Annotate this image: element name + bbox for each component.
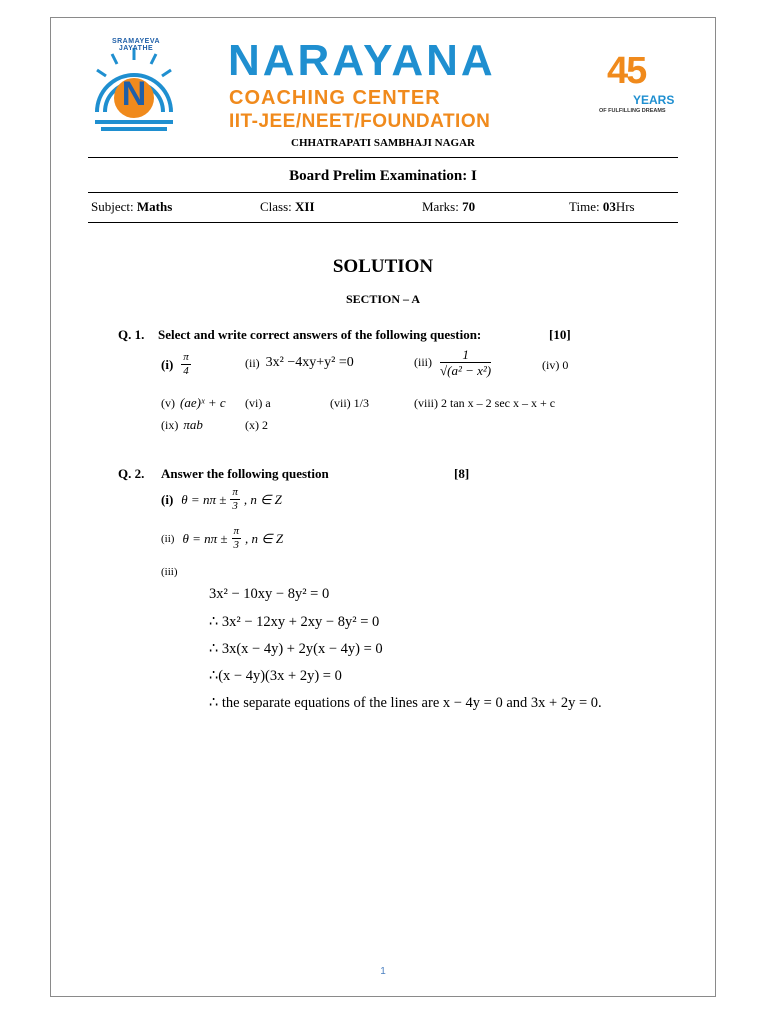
answer-label: (iii) — [414, 355, 432, 369]
subject-info — [91, 199, 172, 215]
marks-label: Marks: — [422, 199, 463, 214]
answer-suffix: , n ∈ Z — [243, 491, 282, 507]
class-info — [260, 199, 315, 215]
answer-label: (v) — [161, 395, 175, 410]
page-number: 1 — [380, 966, 386, 977]
fraction — [232, 526, 242, 551]
answer-prefix: θ = nπ ± — [182, 530, 228, 546]
q1-marks: [10] — [549, 327, 571, 342]
equation-line: ∴ 3x² − 12xy + 2xy − 8y² = 0 — [209, 614, 380, 630]
class-label: Class: — [260, 199, 296, 214]
q1-answer-vii: (vii) 1/3 — [330, 396, 369, 410]
q2-iii-working — [204, 582, 602, 742]
divider — [88, 222, 678, 223]
answer-value: (ae)ˣ + c — [180, 395, 226, 410]
equation-line: 3x² − 10xy − 8y² = 0 — [209, 586, 330, 602]
fraction — [230, 487, 240, 512]
anniversary-tagline: OF FULFILLING DREAMS — [599, 108, 666, 114]
q2-text: Answer the following question — [161, 466, 329, 481]
section-heading: SECTION – A — [345, 292, 421, 306]
logo-ring-text: SRAMAYEVA JAYATHE — [111, 38, 161, 52]
time-value: 03 — [602, 199, 616, 214]
brand-subtitle-coaching: COACHING CENTER — [229, 87, 441, 109]
exam-title: Board Prelim Examination: I — [289, 168, 477, 184]
subject-label: Subject: — [91, 199, 137, 214]
anniversary-badge — [599, 52, 681, 122]
denominator: 3 — [232, 500, 238, 512]
answer-prefix: θ = nπ ± — [181, 491, 227, 507]
q2-marks: [8] — [454, 466, 470, 481]
narayana-logo — [87, 38, 181, 134]
q1-answer-vi: (vi) a — [245, 396, 271, 410]
anniversary-label: YEARS — [633, 93, 675, 107]
equation-line: ∴ the separate equations of the lines are x − 4y = 0 and 3x + 2y = 0. — [209, 695, 602, 711]
brand-name: NARAYANA — [228, 36, 496, 85]
anniversary-number: 45 — [607, 50, 646, 92]
solution-title: SOLUTION — [332, 256, 434, 277]
q1-answer-iv: (iv) 0 — [542, 358, 569, 372]
answer-label: (ii) — [161, 532, 175, 545]
divider — [88, 192, 678, 193]
fraction — [181, 352, 191, 377]
answer-suffix: , n ∈ Z — [245, 530, 284, 546]
marks-value: 70 — [462, 199, 476, 214]
time-unit: Hrs — [615, 199, 635, 214]
q1-answer-ii — [245, 355, 354, 371]
denominator: 4 — [183, 365, 189, 377]
brand-subtitle-courses: IIT-JEE/NEET/FOUNDATION — [229, 111, 491, 132]
numerator: π — [232, 486, 238, 498]
answer-label: (i) — [161, 356, 174, 372]
answer-value: πab — [183, 417, 203, 432]
denominator: √(a² − x²) — [440, 363, 492, 378]
answer-label: (i) — [161, 491, 174, 507]
numerator: 1 — [440, 348, 491, 363]
numerator: π — [233, 525, 240, 537]
q1-answer-x: (x) 2 — [245, 418, 268, 432]
denominator: 3 — [233, 539, 240, 551]
subject-value: Maths — [136, 199, 173, 214]
q1-answer-viii: (viii) 2 tan x – 2 sec x – x + c — [414, 396, 556, 410]
equation-line: ∴(x − 4y)(3x + 2y) = 0 — [209, 668, 342, 684]
q1-answer-i — [161, 352, 191, 377]
answer-value: 3x² −4xy+y² =0 — [265, 355, 354, 370]
page — [50, 17, 716, 997]
q2-answer-ii — [161, 526, 283, 551]
divider — [88, 157, 678, 158]
q1-text: Select and write correct answers of the following question: — [158, 327, 482, 342]
answer-label: (ii) — [245, 355, 260, 370]
logo-letter: N — [121, 75, 147, 113]
q2-number: Q. 2. — [118, 466, 145, 481]
class-value: XII — [295, 199, 315, 214]
fraction — [440, 348, 491, 377]
time-label: Time: — [569, 199, 603, 214]
answer-label: (ix) — [161, 417, 179, 432]
q1-answer-iii — [414, 348, 491, 377]
q2-answer-iii-label: (iii) — [161, 566, 178, 578]
center-location: CHHATRAPATI SAMBHAJI NAGAR — [291, 137, 475, 149]
time-info — [569, 199, 635, 215]
equation-line: ∴ 3x(x − 4y) + 2y(x − 4y) = 0 — [209, 641, 383, 657]
numerator: π — [183, 351, 189, 363]
q1-answer-v — [161, 395, 226, 411]
q1-answer-ix — [161, 417, 203, 433]
q1-number: Q. 1. — [118, 327, 145, 342]
q2-answer-i — [161, 487, 282, 512]
marks-info — [422, 199, 475, 215]
